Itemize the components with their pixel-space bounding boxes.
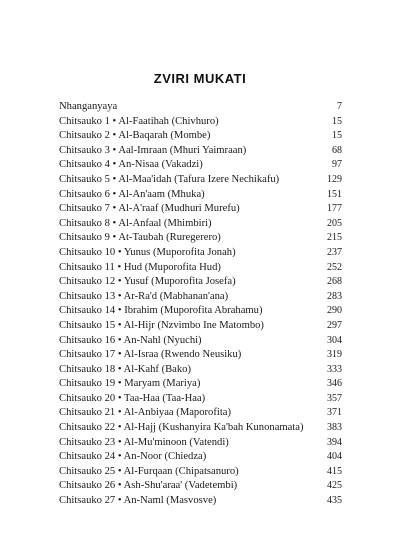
toc-entry-page-number: 252: [327, 261, 342, 273]
table-of-contents: [59, 100, 342, 509]
toc-entry-label: Chitsauko 13 • Ar-Ra'd (Mabhanan'ana): [59, 290, 229, 302]
toc-entry-label: Chitsauko 10 • Yunus (Muporofita Jonah): [59, 246, 236, 258]
toc-entry-label: Chitsauko 5 • Al-Maa'idah (Tafura Izere Nechikafu): [59, 173, 280, 185]
toc-entry-page-number: 129: [327, 173, 342, 185]
toc-entry-page-number: 297: [327, 319, 342, 331]
toc-entry-page-number: 205: [327, 217, 342, 229]
toc-entry-page-number: 15: [332, 130, 342, 142]
toc-entry-page-number: 290: [327, 305, 342, 317]
toc-entry-page-number: 435: [327, 495, 342, 507]
toc-entry-label: Chitsauko 15 • Al-Hijr (Nzvimbo Ine Matombo): [59, 319, 264, 331]
toc-entry-page-number: 304: [327, 334, 342, 346]
toc-entry: [59, 392, 342, 407]
toc-entry-label: Chitsauko 6 • Al-An'aam (Mhuka): [59, 188, 205, 200]
toc-entry: [59, 436, 342, 451]
toc-entry-label: Chitsauko 2 • Al-Baqarah (Mombe): [59, 130, 211, 142]
toc-entry: [59, 158, 342, 173]
toc-entry: [59, 231, 342, 246]
toc-entry: [59, 304, 342, 319]
toc-entry: [59, 290, 342, 305]
toc-entry: [59, 363, 342, 378]
toc-entry: [59, 377, 342, 392]
toc-entry-page-number: 346: [327, 378, 342, 390]
toc-entry-label: Chitsauko 17 • Al-Israa (Rwendo Neusiku): [59, 349, 242, 361]
toc-entry-page-number: 415: [327, 465, 342, 477]
toc-entry-label: Chitsauko 22 • Al-Hajj (Kushanyira Ka'bah Kunonamata): [59, 422, 304, 434]
toc-entry-label: Nhanganyaya: [59, 101, 118, 112]
toc-entry: [59, 129, 342, 144]
toc-entry: [59, 202, 342, 217]
toc-entry-page-number: 15: [332, 115, 342, 127]
toc-entry: [59, 450, 342, 465]
toc-entry-page-number: 68: [332, 144, 342, 156]
toc-entry-label: Chitsauko 9 • At-Taubah (Ruregerero): [59, 232, 221, 244]
toc-entry: [59, 188, 342, 203]
toc-entry: [59, 246, 342, 261]
toc-entry-label: Chitsauko 23 • Al-Mu'minoon (Vatendi): [59, 436, 229, 448]
toc-entry-label: Chitsauko 19 • Maryam (Mariya): [59, 378, 201, 390]
toc-entry: [59, 421, 342, 436]
toc-entry-label: Chitsauko 1 • Al-Faatihah (Chivhuro): [59, 115, 219, 127]
toc-entry-page-number: 357: [327, 392, 342, 404]
toc-entry-page-number: 237: [327, 246, 342, 258]
toc-entry-page-number: 151: [327, 188, 342, 200]
toc-entry: [59, 348, 342, 363]
toc-entry: [59, 479, 342, 494]
toc-entry-label: Chitsauko 24 • An-Noor (Chiedza): [59, 451, 207, 463]
toc-entry-page-number: 371: [327, 407, 342, 419]
toc-entry-page-number: 394: [327, 436, 342, 448]
toc-entry-page-number: 177: [327, 203, 342, 215]
toc-entry-page-number: 7: [337, 101, 342, 112]
toc-entry: [59, 494, 342, 509]
toc-entry-label: Chitsauko 3 • Aal-Imraan (Mhuri Yaimraan): [59, 144, 247, 156]
toc-entry: [59, 261, 342, 276]
toc-entry-page-number: 97: [332, 159, 342, 171]
toc-entry-label: Chitsauko 14 • Ibrahim (Muporofita Abrahamu): [59, 305, 263, 317]
toc-entry-label: Chitsauko 25 • Al-Furqaan (Chipatsanuro): [59, 465, 239, 477]
toc-entry-label: Chitsauko 12 • Yusuf (Muporofita Josefa): [59, 276, 236, 288]
toc-entry: [59, 406, 342, 421]
toc-entry: [59, 334, 342, 349]
toc-entry-page-number: 425: [327, 480, 342, 492]
toc-entry: [59, 319, 342, 334]
toc-entry-page-number: 215: [327, 232, 342, 244]
toc-entry: [59, 100, 342, 115]
toc-entry-label: Chitsauko 18 • Al-Kahf (Bako): [59, 363, 191, 375]
toc-entry: [59, 465, 342, 480]
toc-entry: [59, 144, 342, 159]
toc-entry: [59, 173, 342, 188]
toc-entry-page-number: 404: [327, 451, 342, 463]
toc-entry-label: Chitsauko 27 • An-Naml (Masvosve): [59, 495, 217, 507]
page-title: ZVIRI MUKATI: [153, 71, 247, 86]
toc-entry: [59, 217, 342, 232]
toc-entry-label: Chitsauko 11 • Hud (Muporofita Hud): [59, 261, 221, 273]
toc-entry-label: Chitsauko 8 • Al-Anfaal (Mhimbiri): [59, 217, 212, 229]
toc-entry-label: Chitsauko 16 • An-Nahl (Nyuchi): [59, 334, 202, 346]
toc-entry-page-number: 319: [327, 349, 342, 361]
toc-entry-page-number: 268: [327, 276, 342, 288]
toc-entry: [59, 275, 342, 290]
toc-entry-page-number: 283: [327, 290, 342, 302]
toc-entry-label: Chitsauko 26 • Ash-Shu'araa' (Vadetembi): [59, 480, 238, 492]
toc-entry-label: Chitsauko 7 • Al-A'raaf (Mudhuri Murefu): [59, 203, 240, 215]
toc-entry: [59, 115, 342, 130]
toc-entry-label: Chitsauko 21 • Al-Anbiyaa (Maporofita): [59, 407, 231, 419]
toc-entry-page-number: 383: [327, 422, 342, 434]
toc-entry-label: Chitsauko 20 • Taa-Haa (Taa-Haa): [59, 392, 206, 404]
toc-entry-label: Chitsauko 4 • An-Nisaa (Vakadzi): [59, 159, 203, 171]
toc-entry-page-number: 333: [327, 363, 342, 375]
